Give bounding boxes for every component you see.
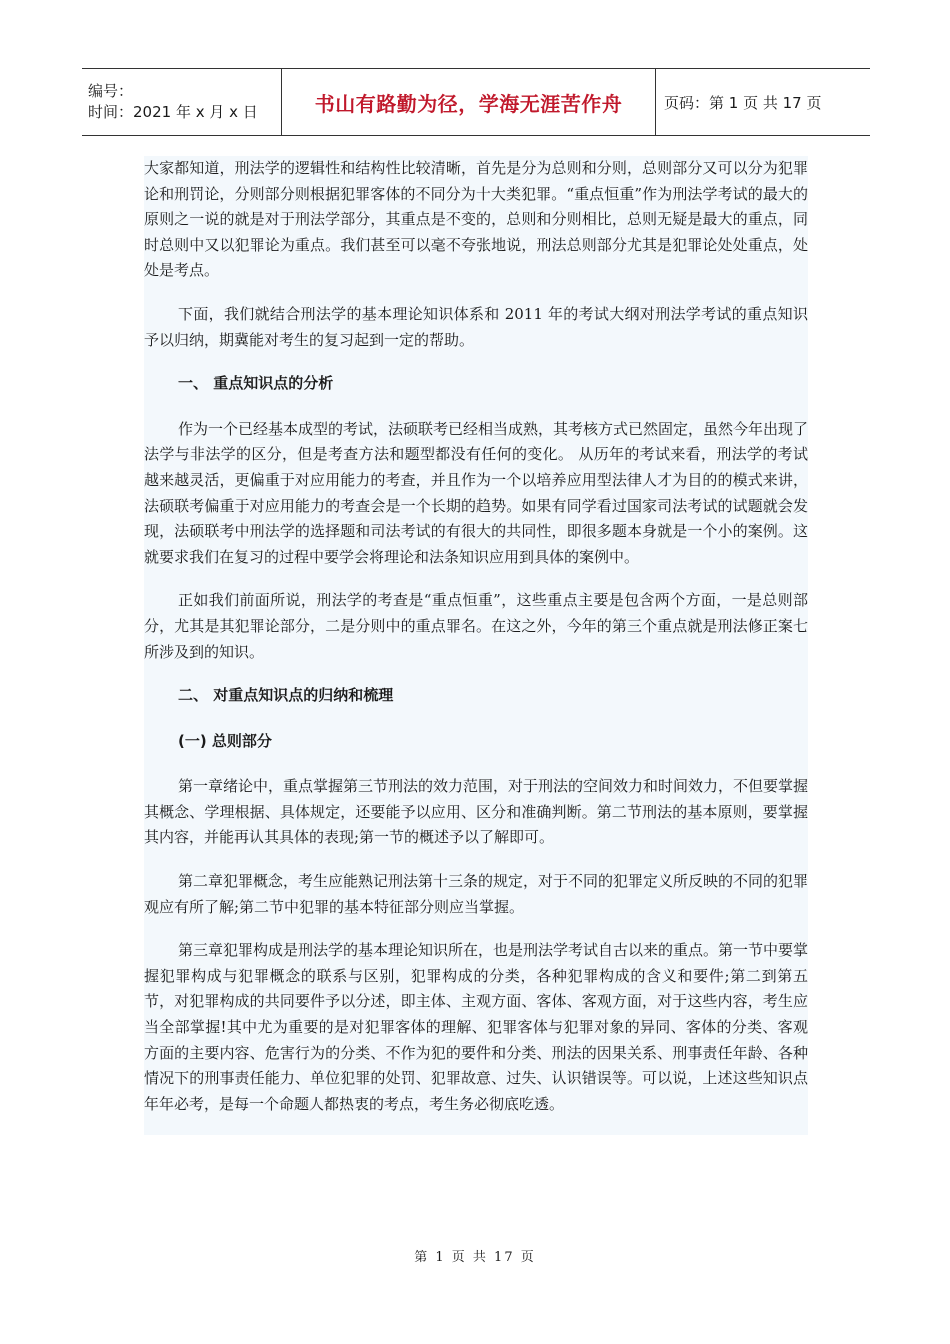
header-meta [82, 69, 281, 135]
document-number: 编号： [88, 82, 134, 100]
document-body [144, 156, 808, 1135]
page-header [82, 68, 870, 136]
header-motto [281, 69, 656, 135]
document-date: 时间：2021 年 x 月 x 日 [88, 103, 258, 121]
header-page-number [656, 69, 870, 135]
motto-text: 书山有路勤为径，学海无涯苦作舟 [314, 91, 623, 116]
paragraph-exam-trend: 作为一个已经基本成型的考试，法硕联考已经相当成熟，其考核方式已然固定，虽然今年出现了法学与非法学的区分，但是考查方法和题型都没有任何的变化。 从历年的考试来看，刑法学的考试越来越灵活，更偏重于对应用能力的考查，并且作为一个以培养应用型法律人才为目的的模式来讲，法硕联考偏重于对应用能力的考查会是一个长期的趋势。如果有同学看过国家司法考试的试题就会发现，法硕联考中刑法学的选择题和司法考试的有很大的共同性，即很多题本身就是一个小的案例。这就要求我们在复习的过程中要学会将理论和法条知识应用到具体的案例中。 [144, 419, 809, 566]
subsection-heading-general: (一) 总则部分 [178, 731, 272, 750]
paragraph-key-points: 正如我们前面所说，刑法学的考查是“重点恒重”，这些重点主要是包含两个方面，一是总则部分，尤其是其犯罪论部分，二是分则中的重点罪名。在这之外，今年的第三个重点就是刑法修正案七所涉及到的知识。 [144, 591, 808, 661]
paragraph-chapter-3: 第三章犯罪构成是刑法学的基本理论知识所在，也是刑法学考试自古以来的重点。第一节中要掌握犯罪构成与犯罪概念的联系与区别，犯罪构成的分类，各种犯罪构成的含义和要件;第二到第五节，对犯罪构成的共同要件予以分述，即主体、主观方面、客体、客观方面，对于这些内容，考生应当全部掌握!其中尤为重要的是对犯罪客体的理解、犯罪客体与犯罪对象的异同、客体的分类、客观方面的主要内容、危害行为的分类、不作为犯的要件和分类、刑法的因果关系、刑事责任年龄、各种情况下的刑事责任能力、单位犯罪的处罚、犯罪故意、过失、认识错误等。可以说，上述这些知识点年年必考，是每一个命题人都热衷的考点，考生务必彻底吃透。 [144, 941, 809, 1113]
paragraph-purpose: 下面，我们就结合刑法学的基本理论知识体系和 2011 年的考试大纲对刑法学考试的重点知识予以归纳，期冀能对考生的复习起到一定的帮助。 [144, 304, 808, 349]
paragraph-intro: 大家都知道，刑法学的逻辑性和结构性比较清晰，首先是分为总则和分则，总则部分又可以分为犯罪论和刑罚论，分则部分则根据犯罪客体的不同分为十大类犯罪。“重点恒重”作为刑法学考试的最大的原则之一说的就是对于刑法学部分，其重点是不变的，总则和分则相比，总则无疑是最大的重点，同时总则中又以犯罪论为重点。我们甚至可以毫不夸张地说，刑法总则部分尤其是犯罪论处处重点，处处是考点。 [144, 159, 808, 280]
page-number-text: 页码：第 1 页 共 17 页 [664, 93, 822, 112]
section-heading-summary: 二、 对重点知识点的归纳和梳理 [178, 686, 394, 705]
page-footer: 第 1 页 共 17 页 [414, 1250, 536, 1265]
paragraph-chapter-2: 第二章犯罪概念，考生应能熟记刑法第十三条的规定，对于不同的犯罪定义所反映的不同的犯罪观应有所了解;第二节中犯罪的基本特征部分则应当掌握。 [144, 872, 809, 916]
paragraph-chapter-1: 第一章绪论中，重点掌握第三节刑法的效力范围，对于刑法的空间效力和时间效力，不但要掌握其概念、学理根据、具体规定，还要能予以应用、区分和准确判断。第二节刑法的基本原则，要掌握其内容，并能再认其具体的表现;第一节的概述予以了解即可。 [144, 777, 809, 847]
section-heading-analysis: 一、 重点知识点的分析 [178, 374, 334, 393]
